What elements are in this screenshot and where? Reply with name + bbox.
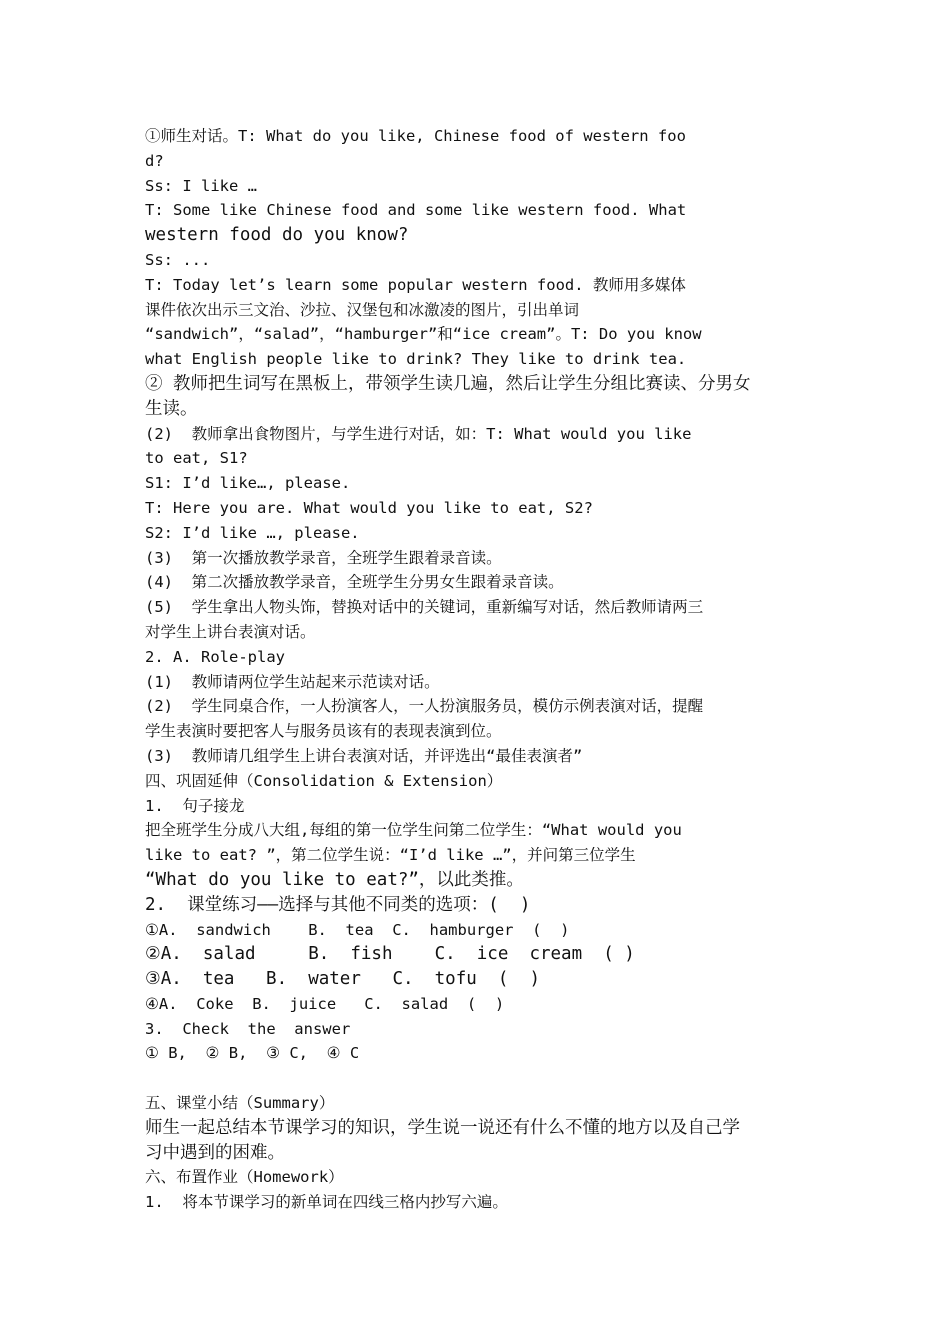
text-line: Ss: ... [145, 250, 211, 269]
text-line: (3) 教师请几组学生上讲台表演对话，并评选出“最佳表演者” [145, 746, 583, 765]
text-line: ④A. Coke B. juice C. salad ( ) [145, 994, 505, 1013]
text-line: ① B, ② B, ③ C, ④ C [145, 1044, 360, 1063]
text-line: what English people like to drink? They like to drink tea. [145, 350, 687, 369]
text-line: T: Today let’s learn some popular western food. 教师用多媒体 [145, 275, 686, 294]
text-line: 师生一起总结本节课学习的知识，学生说一说还有什么不懂的地方以及自己学 [145, 1117, 740, 1138]
text-line: 把全班学生分成八大组,每组的第一位学生问第二位学生：“What would you [145, 821, 682, 840]
text-line: T: Here you are. What would you like to eat, S2? [145, 498, 593, 517]
text-line: “What do you like to eat?”，以此类推。 [145, 869, 524, 890]
text-line: 学生表演时要把客人与服务员该有的表现表演到位。 [145, 722, 502, 741]
text-line: (4) 第二次播放教学录音，全班学生分男女生跟着录音读。 [145, 573, 564, 592]
text-line: like to eat? ”，第二位学生说：“I’d like …”，并问第三位学生 [145, 846, 636, 865]
text-line: 2. 课堂练习——选择与其他不同类的选项：( ) [145, 894, 531, 915]
text-line: (3) 第一次播放教学录音，全班学生跟着录音读。 [145, 548, 502, 567]
lesson-plan-text [145, 124, 813, 1215]
text-line: 六、布置作业（Homework） [145, 1168, 344, 1187]
text-line: 五、课堂小结（Summary） [145, 1094, 335, 1113]
text-line: 3. Check the answer [145, 1019, 351, 1038]
text-line: 课件依次出示三文治、沙拉、汉堡包和冰激凌的图片，引出单词 [145, 300, 580, 319]
text-line: 1. 句子接龙 [145, 796, 245, 815]
text-line: (2) 教师拿出食物图片，与学生进行对话，如：T: What would you like [145, 424, 692, 443]
text-line: S1: I’d like…, please. [145, 474, 351, 493]
blank-line [145, 1066, 813, 1091]
text-line: S2: I’d like …, please. [145, 523, 360, 542]
text-line: (5) 学生拿出人物头饰，替换对话中的关键词，重新编写对话，然后教师请两三 [145, 598, 704, 617]
text-line: 习中遇到的困难。 [145, 1142, 285, 1163]
text-line: 生读。 [145, 398, 198, 419]
text-line: to eat, S1? [145, 449, 248, 468]
text-line: “sandwich”，“salad”，“hamburger”和“ice cream”。T: Do you know [145, 325, 702, 344]
text-line: 对学生上讲台表演对话。 [145, 622, 316, 641]
text-line: (1) 教师请两位学生站起来示范读对话。 [145, 672, 440, 691]
text-line: ①A. sandwich B. tea C. hamburger ( ) [145, 920, 570, 939]
text-line: ③A. tea B. water C. tofu ( ) [145, 969, 540, 990]
text-line: ② 教师把生词写在黑板上，带领学生读几遍，然后让学生分组比赛读、分男女 [145, 373, 751, 394]
text-line: d? [145, 151, 164, 170]
text-line: T: Some like Chinese food and some like western food. What [145, 201, 687, 220]
text-line: 2. A. Role-play [145, 647, 285, 666]
text-line: ②A. salad B. fish C. ice cream ( ) [145, 944, 635, 965]
text-line: (2) 学生同桌合作，一人扮演客人，一人扮演服务员，模仿示例表演对话，提醒 [145, 697, 704, 716]
text-line: 四、巩固延伸（Consolidation & Extension） [145, 771, 503, 790]
text-line: western food do you know? [145, 225, 409, 246]
text-line: 1. 将本节课学习的新单词在四线三格内抄写六遍。 [145, 1193, 508, 1212]
text-line: ①师生对话。T: What do you like, Chinese food of western foo [145, 127, 686, 145]
text-line: Ss: I like … [145, 176, 257, 195]
